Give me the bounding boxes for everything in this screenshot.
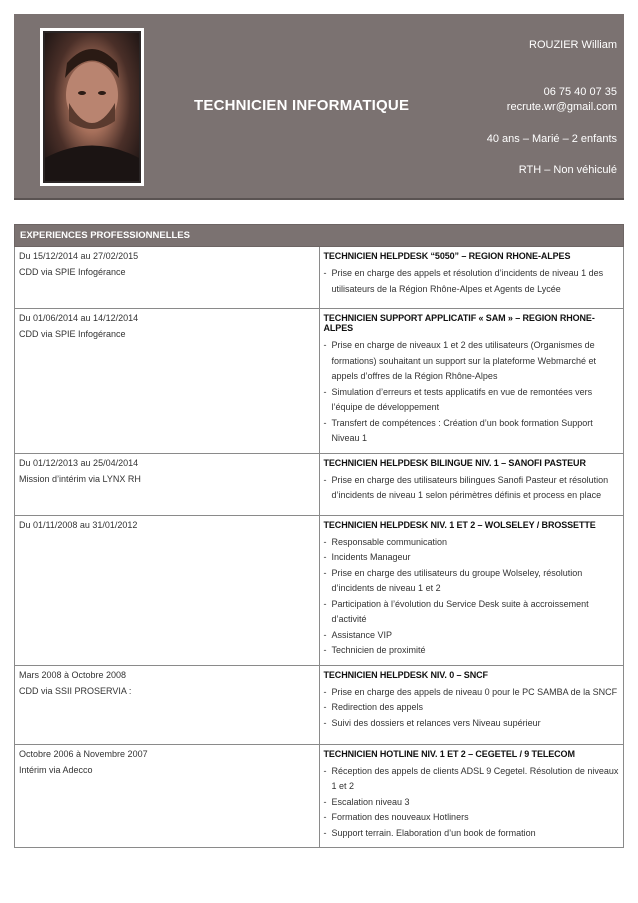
experience-contract: Intérim via Adecco (19, 764, 93, 775)
experience-task: - Suivi des dossiers et relances vers Niveau supérieur (324, 716, 620, 732)
experience-task-list (324, 685, 620, 732)
experience-contract: CDD via SPIE Infogérance (19, 267, 126, 277)
experience-title: TECHNICIEN HELPDESK BILINGUE NIV. 1 – SANOFI PASTEUR (323, 457, 586, 468)
experience-period (15, 453, 320, 515)
experience-details (319, 247, 624, 309)
experience-details (319, 744, 624, 848)
experience-task-list (324, 266, 620, 297)
experience-task: - Prise en charge de niveaux 1 et 2 des utilisateurs (Organismes de formations) souhaitant un support sur la plateforme Webmarché et appels d’offres de la Région Rhône-Alpes (324, 338, 620, 385)
phone-number: 06 75 40 07 35 (543, 86, 617, 98)
experience-row (15, 515, 624, 665)
experience-task: - Redirection des appels (324, 700, 620, 716)
experience-title: TECHNICIEN HELPDESK NIV. 1 ET 2 – WOLSELEY / BROSSETTE (323, 519, 596, 530)
experience-task: - Participation à l’évolution du Service Desk suite à accroissement d’activité (324, 597, 620, 628)
experience-details (319, 309, 624, 454)
experience-row (15, 665, 624, 744)
experience-task: - Prise en charge des appels et résolution d’incidents de niveau 1 des utilisateurs de la Région Rhône-Alpes et Agents de Lycée (324, 266, 620, 297)
experience-period (15, 247, 320, 309)
experience-details (319, 453, 624, 515)
experience-task: - Prise en charge des appels de niveau 0 pour le PC SAMBA de la SNCF (324, 685, 620, 701)
candidate-name: ROUZIER William (529, 39, 617, 51)
profile-photo (40, 28, 144, 186)
experience-title: TECHNICIEN HELPDESK “5050” – REGION RHONE-ALPES (323, 251, 571, 261)
experience-title: TECHNICIEN HOTLINE NIV. 1 ET 2 – CEGETEL / 9 TELECOM (323, 748, 575, 759)
family-status: 40 ans – Marié – 2 enfants (486, 133, 617, 145)
experience-details (319, 665, 624, 744)
experience-row (15, 309, 624, 454)
experience-contract: CDD via SPIE Infogérance (19, 329, 126, 339)
experience-task: - Responsable communication (324, 535, 620, 551)
portrait-image (43, 31, 141, 183)
experience-task-list (324, 473, 620, 504)
experience-task-list (324, 338, 620, 447)
experience-task: - Technicien de proximité (324, 643, 620, 659)
experience-table (14, 224, 624, 848)
experience-row (15, 247, 624, 309)
experience-task: - Assistance VIP (324, 628, 620, 644)
job-title: TECHNICIEN INFORMATIQUE (194, 97, 410, 114)
cv-header (14, 14, 624, 200)
experience-period (15, 744, 320, 848)
experience-task: - Réception des appels de clients ADSL 9 Cegetel. Résolution de niveaux 1 et 2 (324, 764, 620, 795)
experience-dates: Du 15/12/2014 au 27/02/2015 (19, 251, 139, 261)
experience-task: - Support terrain. Elaboration d’un book de formation (324, 826, 620, 842)
experience-dates: Du 01/12/2013 au 25/04/2014 (19, 457, 139, 468)
experience-period (15, 309, 320, 454)
experience-task-list (324, 764, 620, 842)
experience-period (15, 515, 320, 665)
experience-task: - Escalation niveau 3 (324, 795, 620, 811)
mobility-status: RTH – Non véhiculé (518, 164, 617, 176)
experience-task: - Transfert de compétences : Création d’un book formation Support Niveau 1 (324, 416, 620, 447)
experience-task: - Prise en charge des utilisateurs du groupe Wolseley, résolution d’incidents de niveau 1 et 2 (324, 566, 620, 597)
email-address: recrute.wr@gmail.com (506, 101, 617, 113)
experience-task: - Simulation d’erreurs et tests applicatifs en vue de remontées vers l’équipe de développement (324, 385, 620, 416)
experience-contract: CDD via SSII PROSERVIA : (19, 685, 132, 696)
experience-task: - Prise en charge des utilisateurs bilingues Sanofi Pasteur et résolution d’incidents de niveau 1 selon périmètres définis et process en place (324, 473, 620, 504)
experience-row (15, 453, 624, 515)
experience-period (15, 665, 320, 744)
experience-task: - Incidents Manageur (324, 550, 620, 566)
experience-dates: Octobre 2006 à Novembre 2007 (19, 748, 148, 759)
experience-title: TECHNICIEN SUPPORT APPLICATIF « SAM » – REGION RHONE-ALPES (323, 313, 595, 333)
section-title: EXPERIENCES PROFESSIONNELLES (15, 225, 624, 247)
experience-row (15, 744, 624, 848)
experience-contract: Mission d’intérim via LYNX RH (19, 473, 141, 484)
experience-task: - Formation des nouveaux Hotliners (324, 810, 620, 826)
experience-dates: Mars 2008 à Octobre 2008 (19, 669, 127, 680)
experience-task-list (324, 535, 620, 659)
experience-title: TECHNICIEN HELPDESK NIV. 0 – SNCF (323, 669, 488, 680)
experience-details (319, 515, 624, 665)
experience-dates: Du 01/11/2008 au 31/01/2012 (19, 519, 138, 530)
experience-dates: Du 01/06/2014 au 14/12/2014 (19, 313, 139, 323)
